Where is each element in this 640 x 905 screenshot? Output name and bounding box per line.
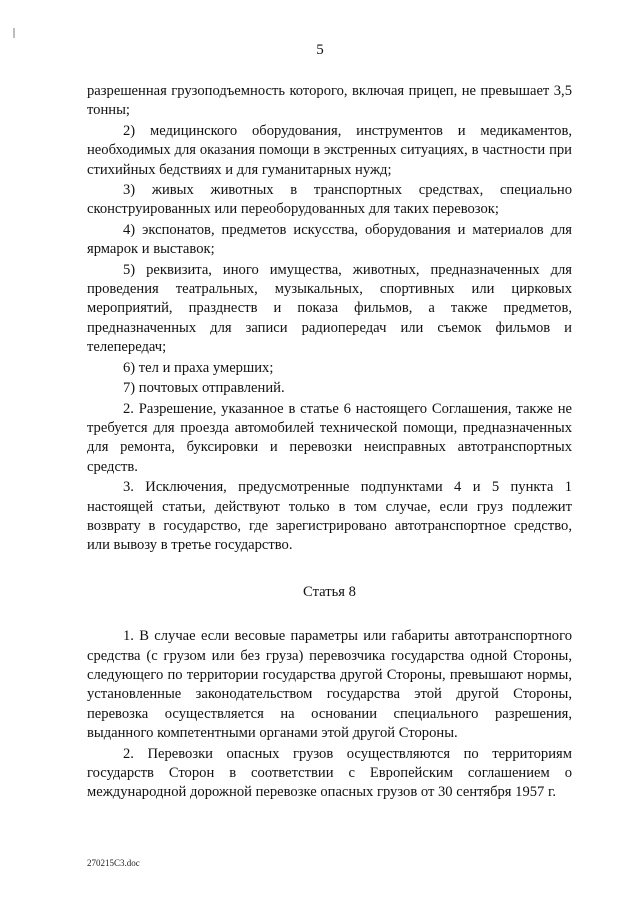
article-clause-2: 2. Перевозки опасных грузов осуществляются по территориям государств Сторон в соответствии с Европейским соглашением о международной дорожной перевозке опасных грузов от 30 сентября 1957 г. [87,745,572,801]
clause-3: 3. Исключения, предусмотренные подпунктами 4 и 5 пункта 1 настоящей статьи, действуют только в том случае, если груз подлежит возврату в государство, где зарегистрировано автотранспортное средство, или вывозу в третье государство. [87,479,572,554]
list-item-4: 4) экспонатов, предметов искусства, оборудования и материалов для ярмарок и выставок; [87,221,572,258]
list-item-2: 2) медицинского оборудования, инструментов и медикаментов, необходимых для оказания помощи в экстренных ситуациях, в частности при стихийных бедствиях и для гуманитарных нужд; [87,122,572,178]
scan-artifact-mark [13,28,15,38]
clause-2: 2. Разрешение, указанное в статье 6 настоящего Соглашения, также не требуется для проезда автомобилей технической помощи, предназначенных для ремонта, буксировки и перевозки неисправных автотранспортных средств. [87,400,572,475]
footer-filename: 270215C3.doc [87,858,140,868]
page-number: 5 [316,42,324,58]
list-item-7: 7) почтовых отправлений. [123,380,285,397]
list-item-6: 6) тел и праха умерших; [123,359,274,376]
document-body [87,82,572,803]
list-item-5: 5) реквизита, иного имущества, животных, предназначенных для проведения театральных, музыкальных, спортивных или цирковых мероприятий, празднеств и показа фильмов, а также предметов, предназначенных для записи радиопередач или съемок фильмов и телепередач; [87,261,572,356]
article-clause-1: 1. В случае если весовые параметры или габариты автотранспортного средства (с грузом или без груза) перевозчика государства одной Стороны, следующего по территории государства другой Стороны, превышают нормы, установленные законодательством государства этой другой Стороны, перевозка осуществляется на основании специального разрешения, выданного компетентными органами этой другой Стороны. [87,628,572,742]
paragraph-continuation: разрешенная грузоподъемность которого, включая прицеп, не превышает 3,5 тонны; [87,83,572,119]
list-item-3: 3) живых животных в транспортных средствах, специально сконструированных или переоборудованных для таких перевозок; [87,182,572,218]
article-title: Статья 8 [303,583,356,600]
